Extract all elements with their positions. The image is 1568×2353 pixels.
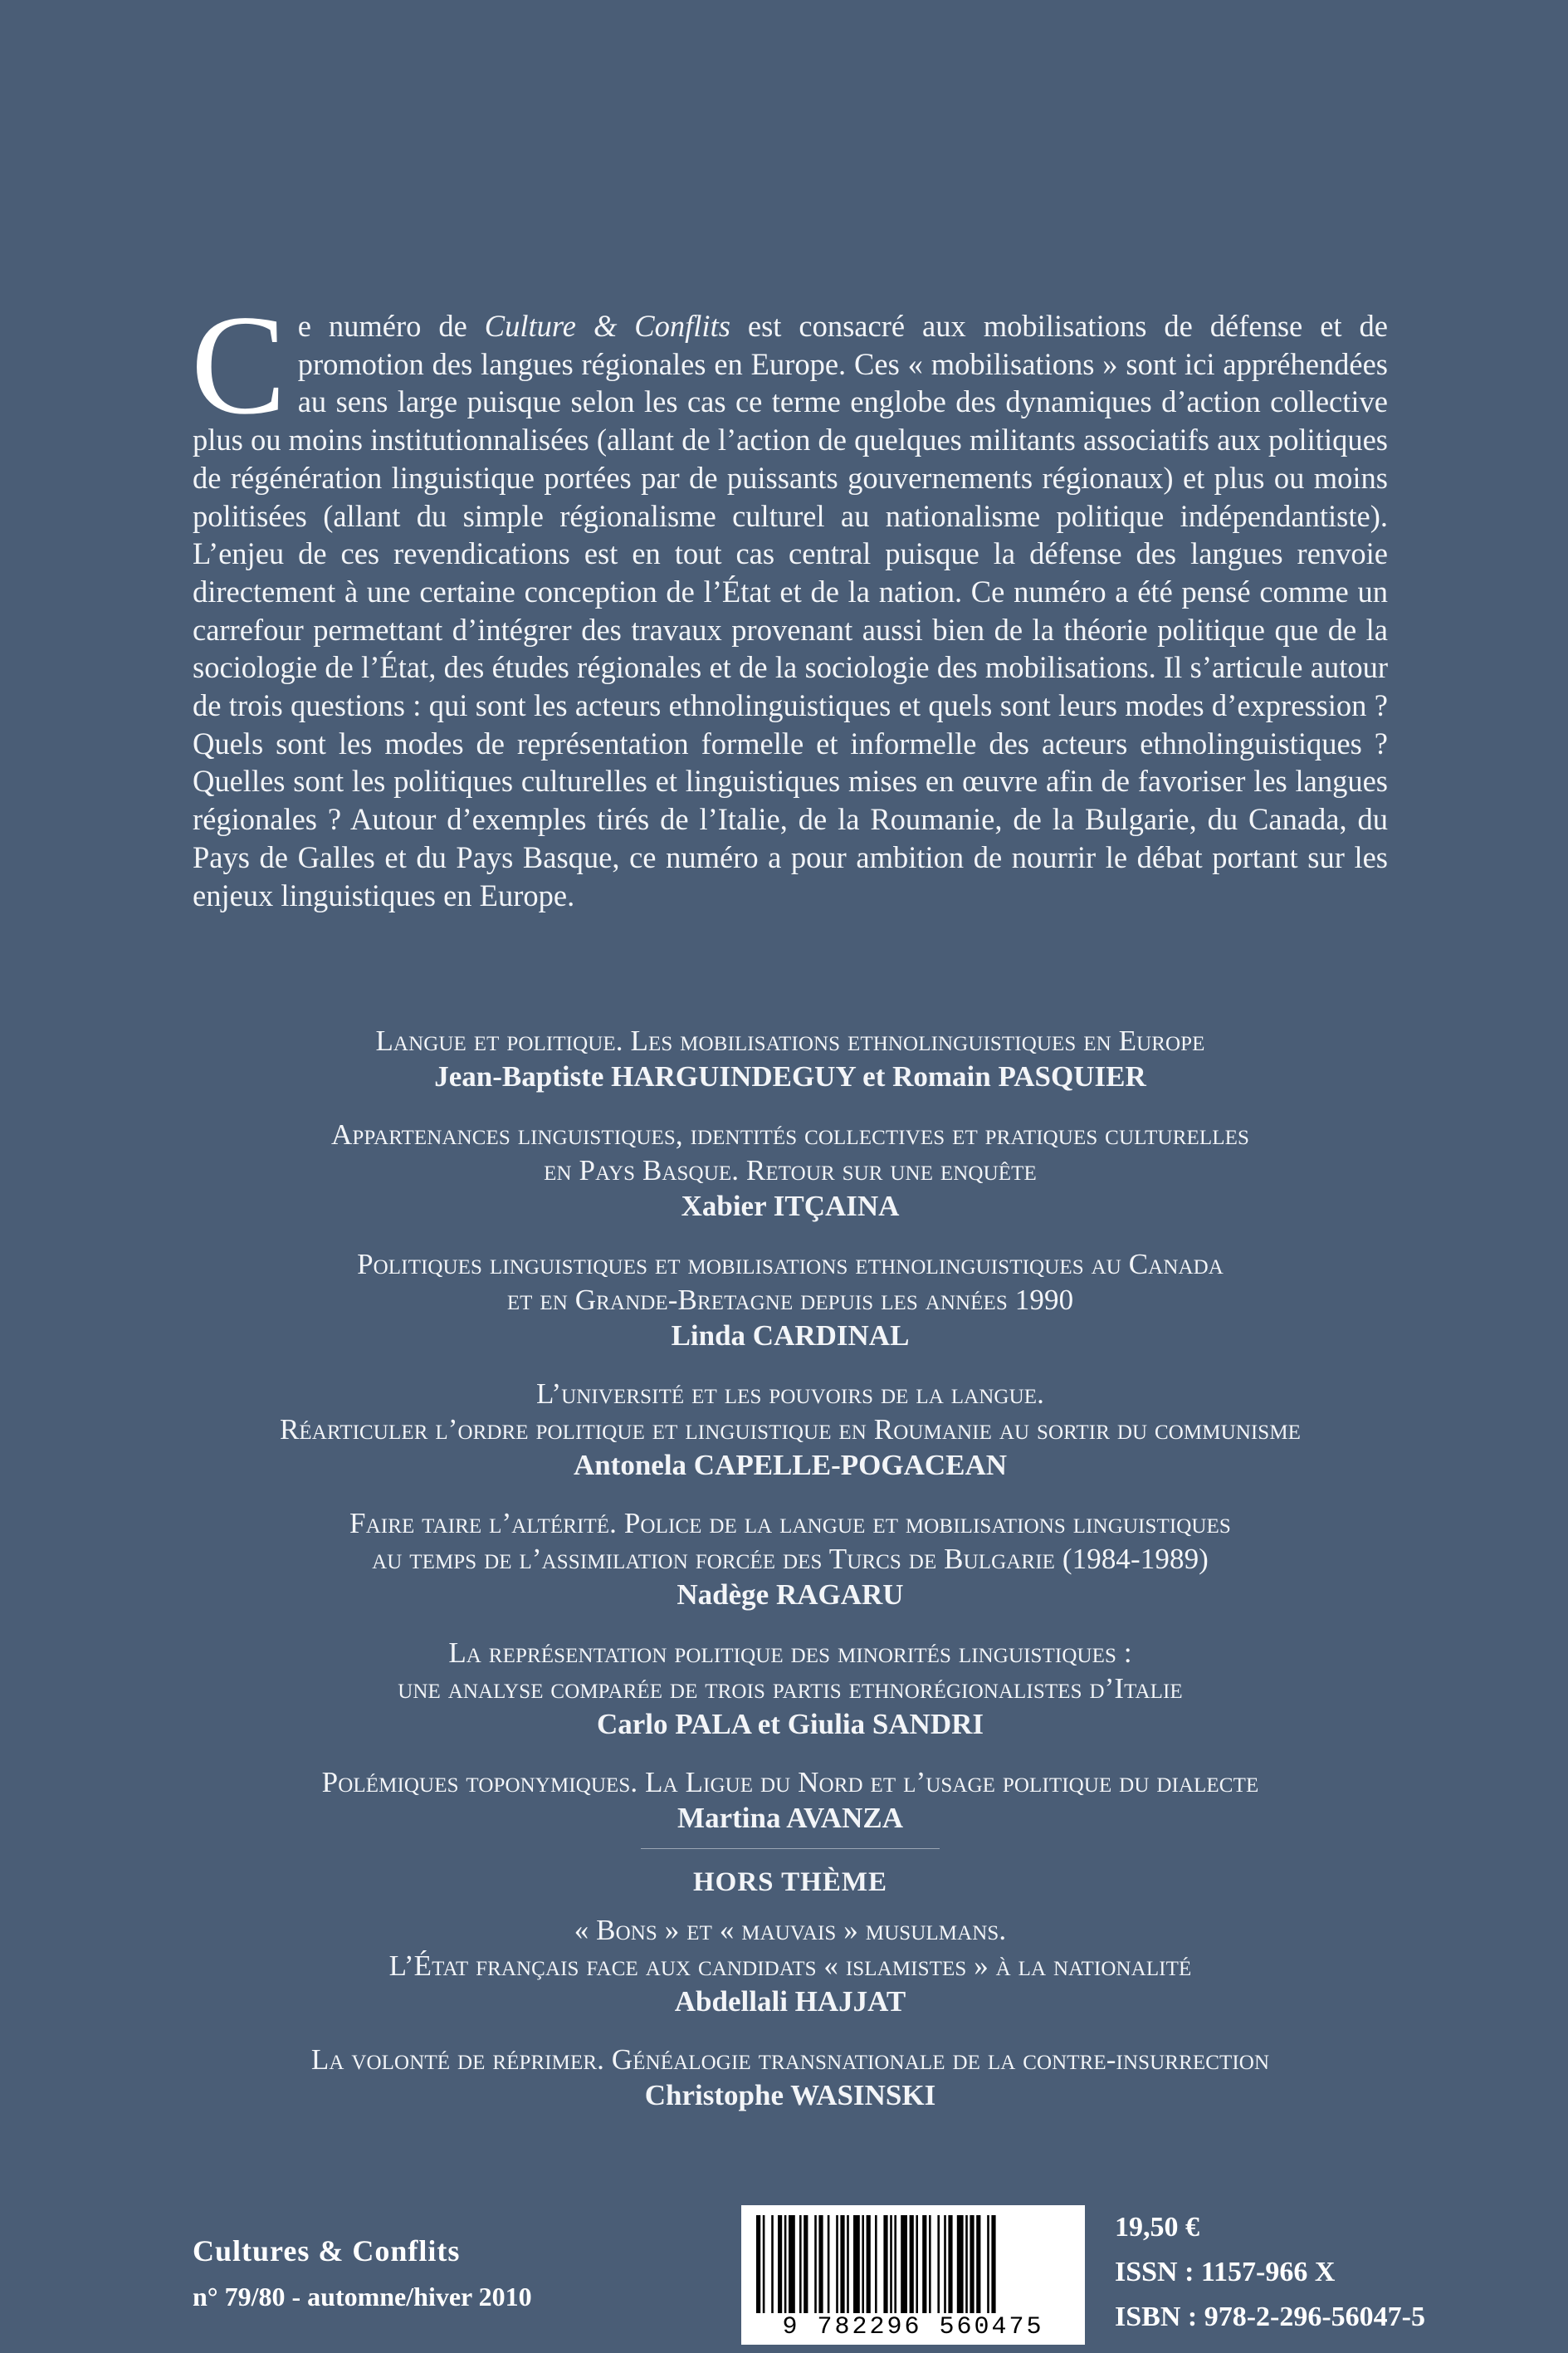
barcode-bar — [901, 2215, 907, 2313]
toc-entry-title: Appartenances linguistiques, identités collectives et pratiques culturelles — [331, 1118, 1249, 1151]
barcode-bar — [836, 2215, 838, 2313]
barcode-bar — [763, 2215, 765, 2313]
toc-entry-title: L’État français face aux candidats « islamistes » à la nationalité — [388, 1949, 1192, 1982]
toc-entry — [193, 1117, 1388, 1225]
barcode-bar — [784, 2215, 787, 2313]
barcode-bar — [922, 2215, 926, 2313]
barcode-bars — [753, 2215, 1073, 2313]
toc-entry — [193, 2042, 1388, 2114]
barcode-bar — [929, 2215, 931, 2313]
barcode-bar — [867, 2215, 871, 2313]
toc-entry-title: et en Grande-Bretagne depuis les années 1990 — [506, 1284, 1074, 1316]
price-and-identifiers — [1115, 2205, 1425, 2340]
barcode-bar — [937, 2215, 940, 2313]
toc-entry — [193, 1246, 1388, 1354]
barcode-bar — [804, 2215, 808, 2313]
toc-entry-author: Carlo PALA et Giulia SANDRI — [596, 1708, 984, 1740]
toc-entry-title: La volonté de réprimer. Généalogie transnationale de la contre-insurrection — [310, 2043, 1270, 2076]
toc-entry-author: Xabier ITÇAINA — [681, 1190, 900, 1222]
toc-entry-title: Politiques linguistiques et mobilisations ethnolinguistiques au Canada — [357, 1248, 1224, 1280]
toc-entry — [193, 1635, 1388, 1743]
table-of-contents — [193, 1023, 1388, 2135]
barcode-bar — [987, 2215, 989, 2313]
barcode-bar — [778, 2215, 782, 2313]
barcode-bar — [799, 2215, 802, 2313]
journal-info — [193, 2232, 532, 2316]
barcode-number: 9 782296 560475 — [782, 2313, 1044, 2341]
barcode-bar — [756, 2215, 760, 2313]
issn: ISSN : 1157-966 X — [1115, 2257, 1336, 2287]
drop-cap: C — [191, 286, 286, 444]
isbn: ISBN : 978-2-296-56047-5 — [1115, 2302, 1425, 2332]
journal-title-italic: Culture & Conflits — [484, 309, 730, 343]
barcode-bar — [890, 2215, 892, 2313]
toc-entry-title: La représentation politique des minorités linguistiques : — [448, 1636, 1132, 1669]
toc-entry — [193, 1023, 1388, 1095]
toc-entry-title: Réarticuler l’ordre politique et linguistique en Roumanie au sortir du communisme — [279, 1413, 1302, 1446]
barcode-bar — [814, 2215, 817, 2313]
toc-entry-author: Jean-Baptiste HARGUINDEGUY et Romain PASQUIER — [434, 1060, 1146, 1093]
toc-entry-title: Polémiques toponymiques. La Ligue du Nord et l’usage politique du dialecte — [321, 1766, 1259, 1798]
barcode-bar — [970, 2215, 974, 2313]
barcode-bar — [976, 2215, 980, 2313]
barcode-bar — [965, 2215, 968, 2313]
toc-entry-title: au temps de l’assimilation forcée des Turcs de Bulgarie (1984-1989) — [372, 1543, 1209, 1575]
barcode-bar — [894, 2215, 896, 2313]
barcode — [741, 2205, 1085, 2345]
toc-entry-author: Martina AVANZA — [677, 1802, 903, 1834]
barcode-bar — [771, 2215, 774, 2313]
toc-entry — [193, 1912, 1388, 2020]
summary-lead: e numéro de — [297, 309, 485, 343]
issue-number: n° 79/80 - automne/hiver 2010 — [193, 2282, 532, 2311]
toc-entry-title: en Pays Basque. Retour sur une enquête — [544, 1154, 1037, 1186]
toc-entry-author: Christophe WASINSKI — [644, 2079, 936, 2111]
hors-theme-heading: HORS THÈME — [692, 1867, 888, 1897]
barcode-bar — [944, 2215, 946, 2313]
barcode-bar — [875, 2215, 877, 2313]
barcode-bar — [883, 2215, 887, 2313]
barcode-bar — [818, 2215, 823, 2313]
barcode-bar — [847, 2215, 849, 2313]
summary-body: est consacré aux mobilisations de défense et de promotion des langues régionales en Europe. Ces « mobilisations » sont ici appréhendées au sens large puisque selon les cas ce terme englobe des dynamiques d’action collective plus ou moins institutionnalisées (allant de l’action de quelques militants associatifs aux politiques de régénération linguistique portées par de puissants gouvernements régionaux) et plus ou moins politisées (allant du simple régionalisme culturel au nationalisme politique indépendantiste). L’enjeu de ces revendications est en tout cas central puisque la défense des langues renvoie directement à une certaine conception de l’État et de la nation. Ce numéro a été pensé comme un carrefour permettant d’intégrer des travaux provenant aussi bien de la théorie politique que de la sociologie de l’État, des études régionales et de la sociologie des mobilisations. Il s’articule autour de trois questions : qui sont les acteurs ethnolinguistiques et quels sont leurs modes d’expression ? Quels sont les modes de représentation formelle et informelle des acteurs ethnolinguistiques ? Quelles sont les politiques culturelles et linguistiques mises en œuvre afin de favoriser les langues régionales ? Autour d’exemples tirés de l’Italie, de la Roumanie, de la Bulgarie, du Canada, du Pays de Galles et du Pays Basque, ce numéro a pour ambition de nourrir le débat portant sur les enjeux linguistiques en Europe. — [193, 309, 1388, 912]
barcode-bar — [853, 2215, 860, 2313]
toc-entry — [193, 1764, 1388, 1837]
toc-entry-title: « Bons » et « mauvais » musulmans. — [574, 1914, 1007, 1946]
section-divider — [641, 1848, 940, 1849]
back-cover-summary — [191, 286, 1388, 914]
barcode-bar — [948, 2215, 952, 2313]
toc-entry — [193, 1505, 1388, 1613]
barcode-bar — [862, 2215, 864, 2313]
barcode-bar — [910, 2215, 914, 2313]
barcode-bar — [957, 2215, 964, 2313]
barcode-bar — [991, 2215, 995, 2313]
toc-entry-author: Linda CARDINAL — [671, 1319, 910, 1352]
toc-entry-title: Faire taire l’altérité. Police de la langue et mobilisations linguistiques — [349, 1507, 1231, 1539]
toc-entry-author: Abdellali HAJJAT — [674, 1985, 906, 2018]
toc-entry-author: Antonela CAPELLE-POGACEAN — [573, 1449, 1008, 1481]
toc-entry-author: Nadège RAGARU — [677, 1578, 904, 1611]
journal-name: Cultures & Conflits — [193, 2234, 461, 2267]
toc-entry — [193, 1376, 1388, 1484]
barcode-bar — [916, 2215, 918, 2313]
price: 19,50 € — [1115, 2212, 1199, 2243]
barcode-bar — [789, 2215, 795, 2313]
toc-entry-title: L’université et les pouvoirs de la langue. — [536, 1377, 1044, 1410]
toc-entry-title: une analyse comparée de trois partis ethnorégionalistes d’Italie — [398, 1672, 1183, 1705]
barcode-bar — [828, 2215, 830, 2313]
toc-entry-title: Langue et politique. Les mobilisations ethnolinguistiques en Europe — [375, 1025, 1205, 1057]
barcode-bar — [840, 2215, 844, 2313]
